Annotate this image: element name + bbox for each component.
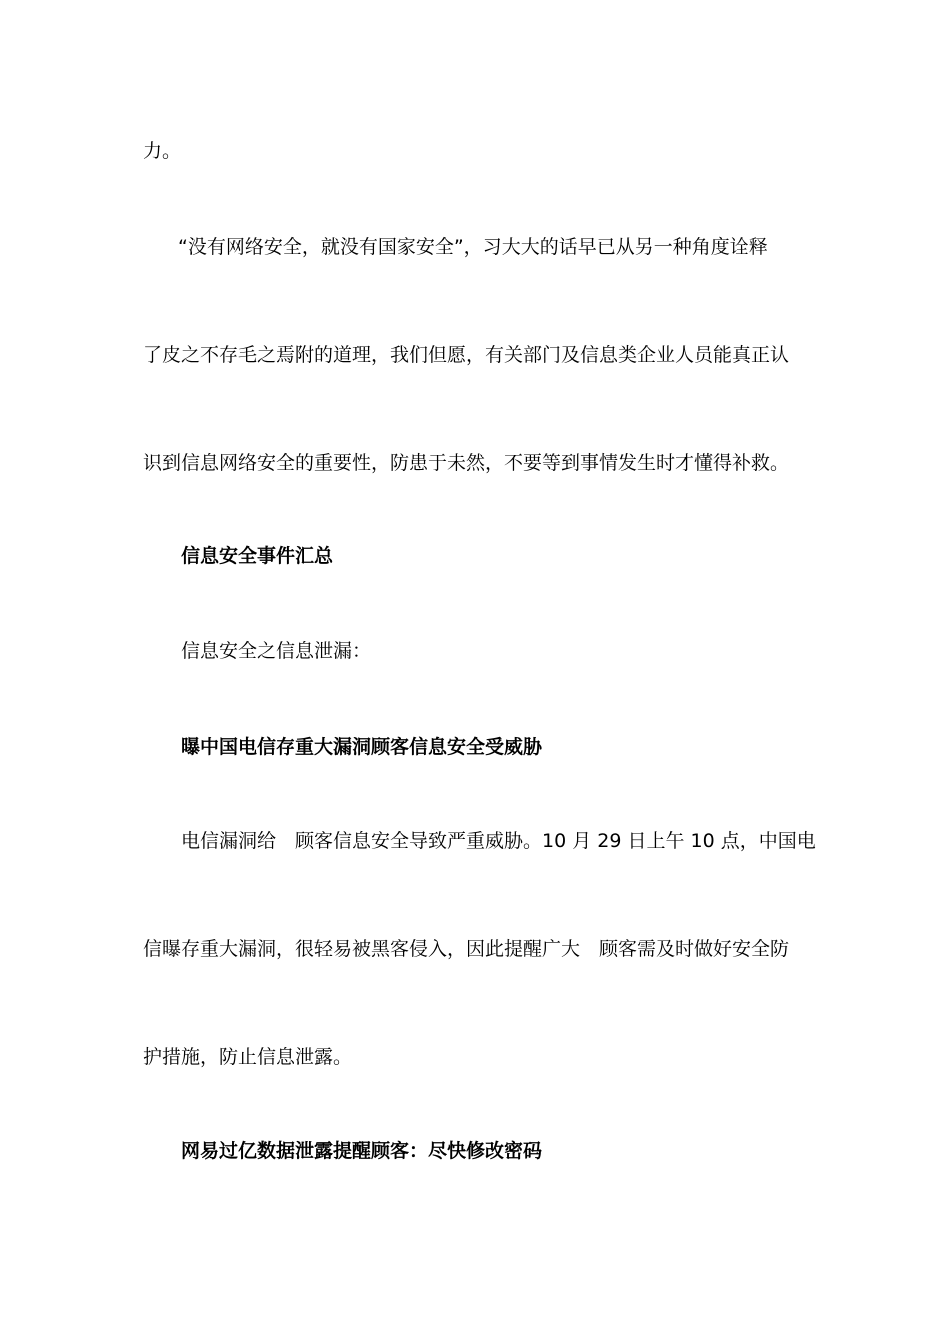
- paragraph-line: 识到信息网络安全的重要性，防患于未然，不要等到事情发生时才懂得补救。: [143, 452, 790, 474]
- subheading: 信息安全之信息泄漏：: [181, 640, 372, 662]
- article-heading: 网易过亿数据泄露提醒顾客：尽快修改密码: [181, 1140, 543, 1162]
- paragraph-line: 信曝存重大漏洞，很轻易被黑客侵入，因此提醒广大 顾客需及时做好安全防: [143, 938, 790, 960]
- paragraph-line: 护措施，防止信息泄露。: [143, 1046, 353, 1068]
- section-heading: 信息安全事件汇总: [181, 545, 334, 567]
- article-heading: 曝中国电信存重大漏洞顾客信息安全受威胁: [181, 736, 543, 758]
- paragraph-line: 力。: [143, 140, 182, 162]
- paragraph-line: 了皮之不存毛之焉附的道理，我们但愿，有关部门及信息类企业人员能真正认: [143, 344, 790, 366]
- paragraph-line: 电信漏洞给 顾客信息安全导致严重威胁。10 月 29 日上午 10 点，中国电: [181, 830, 816, 852]
- paragraph-line: “没有网络安全，就没有国家安全”，习大大的话早已从另一种角度诠释: [178, 236, 768, 258]
